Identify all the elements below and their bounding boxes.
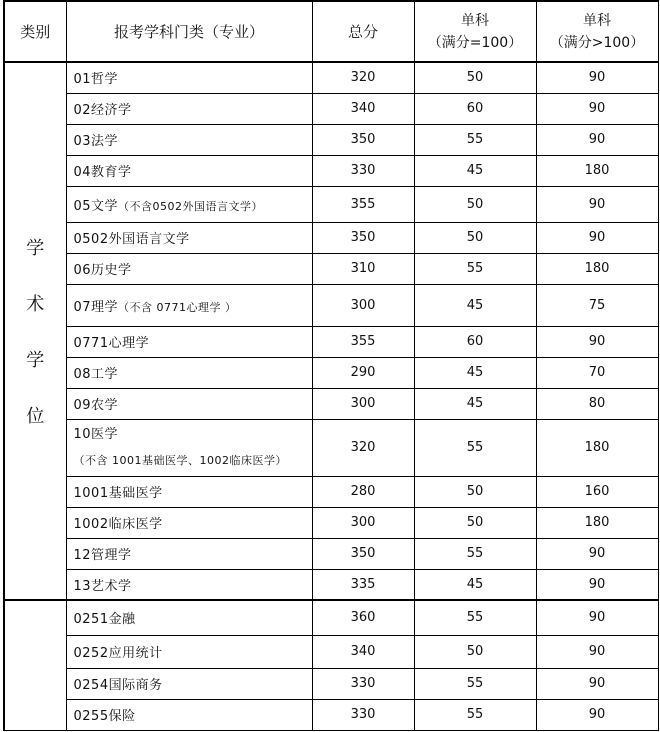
- header-single-100: [414, 1, 536, 62]
- subject-name: 0502外国语言文学: [73, 232, 190, 247]
- total-score-cell: 340: [312, 635, 414, 668]
- subject-cell: [66, 357, 312, 388]
- single-gt100-cell: 90: [536, 62, 658, 93]
- subject-cell: [66, 155, 312, 186]
- subject-cell: [66, 635, 312, 668]
- table-row: [4, 62, 658, 93]
- single-gt100-cell: 90: [536, 186, 658, 222]
- total-score-cell: 310: [312, 253, 414, 284]
- table-row: [4, 284, 658, 326]
- subject-name: 0254国际商务: [73, 678, 163, 693]
- subject-name: 08工学: [73, 367, 119, 382]
- subject-name: 1002临床医学: [73, 517, 163, 532]
- single-100-cell: 50: [414, 635, 536, 668]
- single-gt100-cell: 180: [536, 253, 658, 284]
- table-row: [4, 253, 658, 284]
- table-row: [4, 388, 658, 419]
- table-row: [4, 476, 658, 507]
- header-subject: 报考学科门类（专业）: [66, 1, 312, 62]
- table-row: [4, 635, 658, 668]
- single-100-cell: 45: [414, 357, 536, 388]
- subject-name: 0771心理学: [73, 336, 150, 351]
- table-row: [4, 600, 658, 635]
- single-gt100-cell: 180: [536, 155, 658, 186]
- subject-cell: [66, 62, 312, 93]
- single-gt100-cell: 75: [536, 284, 658, 326]
- table-row: [4, 507, 658, 538]
- single-100-cell: 55: [414, 600, 536, 635]
- subject-cell: [66, 699, 312, 730]
- single-100-cell: 55: [414, 668, 536, 699]
- table-row: [4, 419, 658, 476]
- single-100-cell: 45: [414, 284, 536, 326]
- table-row: [4, 222, 658, 253]
- single-gt100-cell: 70: [536, 357, 658, 388]
- single-gt100-cell: 160: [536, 476, 658, 507]
- single-gt100-cell: 80: [536, 388, 658, 419]
- total-score-cell: 355: [312, 326, 414, 357]
- single-100-cell: 50: [414, 222, 536, 253]
- table-row: [4, 538, 658, 569]
- category-cell: [4, 62, 66, 600]
- subject-cell: [66, 569, 312, 600]
- total-score-cell: 330: [312, 668, 414, 699]
- total-score-cell: 340: [312, 93, 414, 124]
- subject-name: 04教育学: [73, 165, 132, 180]
- total-score-cell: 360: [312, 600, 414, 635]
- table-header-row: [4, 1, 658, 62]
- subject-name: 0251金融: [73, 612, 136, 628]
- table-row: [4, 668, 658, 699]
- table-row: [4, 357, 658, 388]
- subject-cell: [66, 507, 312, 538]
- category-cell: [4, 600, 66, 730]
- header-single-100-line2: （满分=100）: [427, 34, 523, 51]
- single-gt100-cell: 90: [536, 93, 658, 124]
- header-single-100-line1: 单科: [461, 12, 489, 29]
- category-char: 学: [26, 350, 45, 371]
- subject-cell: [66, 600, 312, 635]
- subject-name: 0252应用统计: [73, 646, 163, 661]
- single-100-cell: 55: [414, 253, 536, 284]
- total-score-cell: 280: [312, 476, 414, 507]
- subject-note: （不含 1001基础医学、1002临床医学）: [73, 453, 287, 467]
- subject-cell: [66, 538, 312, 569]
- header-category: 类别: [4, 1, 66, 62]
- subject-cell: [66, 284, 312, 326]
- single-100-cell: 45: [414, 569, 536, 600]
- subject-name: 13艺术学: [73, 578, 132, 594]
- single-gt100-cell: 90: [536, 569, 658, 600]
- table-row: [4, 326, 658, 357]
- single-gt100-cell: 90: [536, 600, 658, 635]
- subject-cell: [66, 476, 312, 507]
- subject-name: 03法学: [73, 134, 119, 149]
- total-score-cell: 320: [312, 419, 414, 476]
- subject-name: 12管理学: [73, 548, 132, 563]
- header-single-gt100-line1: 单科: [583, 12, 611, 29]
- subject-cell: [66, 124, 312, 155]
- single-gt100-cell: 90: [536, 668, 658, 699]
- subject-name: 0255保险: [73, 709, 136, 724]
- score-table: [3, 0, 659, 731]
- single-gt100-cell: 90: [536, 538, 658, 569]
- subject-cell: [66, 388, 312, 419]
- single-100-cell: 50: [414, 476, 536, 507]
- header-single-gt100: [536, 1, 658, 62]
- subject-cell: [66, 253, 312, 284]
- single-gt100-cell: 90: [536, 124, 658, 155]
- single-gt100-cell: 90: [536, 326, 658, 357]
- subject-note: （不含0502外国语言文学）: [118, 199, 264, 213]
- single-100-cell: 45: [414, 388, 536, 419]
- total-score-cell: 350: [312, 124, 414, 155]
- single-gt100-cell: 90: [536, 222, 658, 253]
- single-100-cell: 50: [414, 186, 536, 222]
- subject-cell: [66, 93, 312, 124]
- subject-name: 10医学: [73, 426, 119, 442]
- subject-name: 07理学: [73, 299, 119, 315]
- category-char: 学: [26, 238, 45, 259]
- total-score-cell: 290: [312, 357, 414, 388]
- category-label: [25, 236, 45, 426]
- total-score-cell: 350: [312, 538, 414, 569]
- table-row: [4, 699, 658, 730]
- single-100-cell: 55: [414, 699, 536, 730]
- header-total: 总分: [312, 1, 414, 62]
- single-gt100-cell: 180: [536, 507, 658, 538]
- table-row: [4, 124, 658, 155]
- single-gt100-cell: 180: [536, 419, 658, 476]
- single-100-cell: 60: [414, 93, 536, 124]
- category-char: 术: [26, 294, 45, 315]
- subject-name: 09农学: [73, 398, 119, 413]
- single-gt100-cell: 90: [536, 699, 658, 730]
- subject-cell: [66, 668, 312, 699]
- single-100-cell: 50: [414, 507, 536, 538]
- total-score-cell: 330: [312, 699, 414, 730]
- header-single-gt100-line2: （满分>100）: [549, 34, 645, 51]
- single-gt100-cell: 90: [536, 635, 658, 668]
- subject-name: 06历史学: [73, 263, 132, 278]
- subject-cell: [66, 326, 312, 357]
- table-row: [4, 186, 658, 222]
- total-score-cell: 335: [312, 569, 414, 600]
- subject-cell: [66, 222, 312, 253]
- single-100-cell: 45: [414, 155, 536, 186]
- single-100-cell: 60: [414, 326, 536, 357]
- subject-cell: [66, 186, 312, 222]
- subject-name: 02经济学: [73, 103, 132, 118]
- total-score-cell: 300: [312, 284, 414, 326]
- total-score-cell: 355: [312, 186, 414, 222]
- total-score-cell: 320: [312, 62, 414, 93]
- total-score-cell: 300: [312, 388, 414, 419]
- table-row: [4, 569, 658, 600]
- total-score-cell: 330: [312, 155, 414, 186]
- table-body: [4, 62, 658, 730]
- table-row: [4, 93, 658, 124]
- single-100-cell: 55: [414, 124, 536, 155]
- total-score-cell: 300: [312, 507, 414, 538]
- subject-cell: [66, 419, 312, 476]
- single-100-cell: 55: [414, 538, 536, 569]
- subject-note: （不含 0771心理学 ）: [118, 300, 237, 314]
- category-char: 位: [26, 406, 45, 427]
- single-100-cell: 50: [414, 62, 536, 93]
- subject-name: 1001基础医学: [73, 486, 163, 501]
- table-row: [4, 155, 658, 186]
- single-100-cell: 55: [414, 419, 536, 476]
- subject-name: 05文学: [73, 198, 119, 214]
- subject-name: 01哲学: [73, 72, 119, 88]
- total-score-cell: 350: [312, 222, 414, 253]
